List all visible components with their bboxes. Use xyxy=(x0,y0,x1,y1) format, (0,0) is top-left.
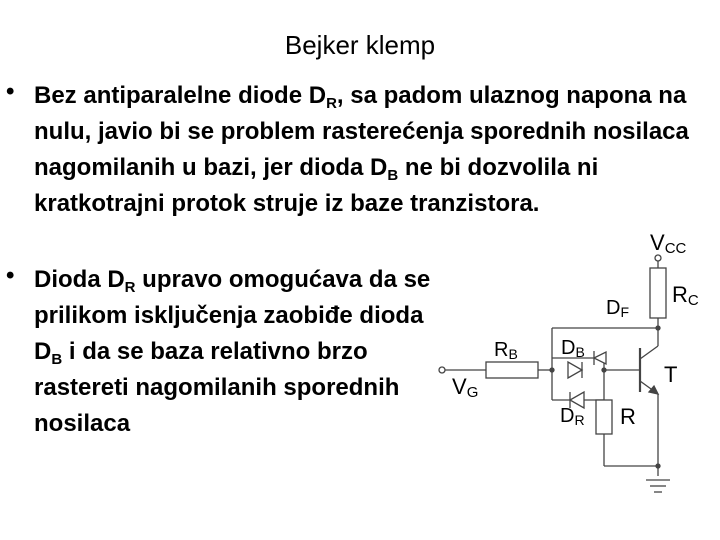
label-df xyxy=(606,297,629,320)
label-vcc-sub: CC xyxy=(664,240,687,257)
resistor-rb xyxy=(486,362,538,378)
bullet-marker: • xyxy=(6,262,15,289)
emitter-arrow xyxy=(649,386,658,394)
label-dr xyxy=(560,405,585,428)
text-run: Dioda D xyxy=(34,266,125,293)
label-db xyxy=(561,337,585,360)
label-db-sub: B xyxy=(575,344,585,360)
diode-db xyxy=(568,362,582,378)
label-rc-main: R xyxy=(672,282,688,307)
subscript: B xyxy=(387,167,399,184)
label-rc-sub: C xyxy=(687,292,699,309)
subscript: R xyxy=(326,95,337,112)
label-t: T xyxy=(664,362,678,387)
text-run: upravo omogućava da se prilikom isključenja zaobiđe dioda D xyxy=(34,266,431,365)
label-vg xyxy=(452,374,478,401)
text-run: , sa padom ulaznog napona na nulu, javio bi se problem rasterećenja sporednih nosilaca nagomilanih u bazi, jer dioda D xyxy=(34,82,689,181)
label-vcc xyxy=(650,230,687,257)
text-run: i da se baza relativno brzo rastereti nagomilanih sporednih nosilaca xyxy=(34,338,400,437)
resistor-rc xyxy=(650,268,666,318)
slide-title: Bejker klemp xyxy=(284,30,436,60)
label-db-main: D xyxy=(561,337,576,359)
label-dr-main: D xyxy=(560,405,575,427)
label-df-main: D xyxy=(606,297,621,319)
label-rb-sub: B xyxy=(508,346,518,362)
label-rc xyxy=(672,282,699,309)
text-run: Bez antiparalelne diode D xyxy=(34,82,327,109)
resistor-r xyxy=(596,400,612,434)
label-rb-main: R xyxy=(494,339,509,361)
subscript: B xyxy=(51,351,63,368)
subscript: R xyxy=(124,279,136,296)
vcc-terminal xyxy=(655,255,661,261)
label-df-sub: F xyxy=(620,304,630,320)
label-vcc-main: V xyxy=(650,230,665,255)
vg-terminal xyxy=(439,367,445,373)
label-dr-sub: R xyxy=(574,412,585,428)
text-run: ne bi dozvolila ni kratkotrajni protok struje iz baze tranzistora. xyxy=(34,154,599,217)
diode-df xyxy=(594,352,606,364)
label-r: R xyxy=(620,404,636,429)
label-vg-sub: G xyxy=(466,384,479,401)
bullet-marker: • xyxy=(6,78,15,105)
label-rb xyxy=(494,339,518,362)
label-vg-main: V xyxy=(452,374,467,399)
